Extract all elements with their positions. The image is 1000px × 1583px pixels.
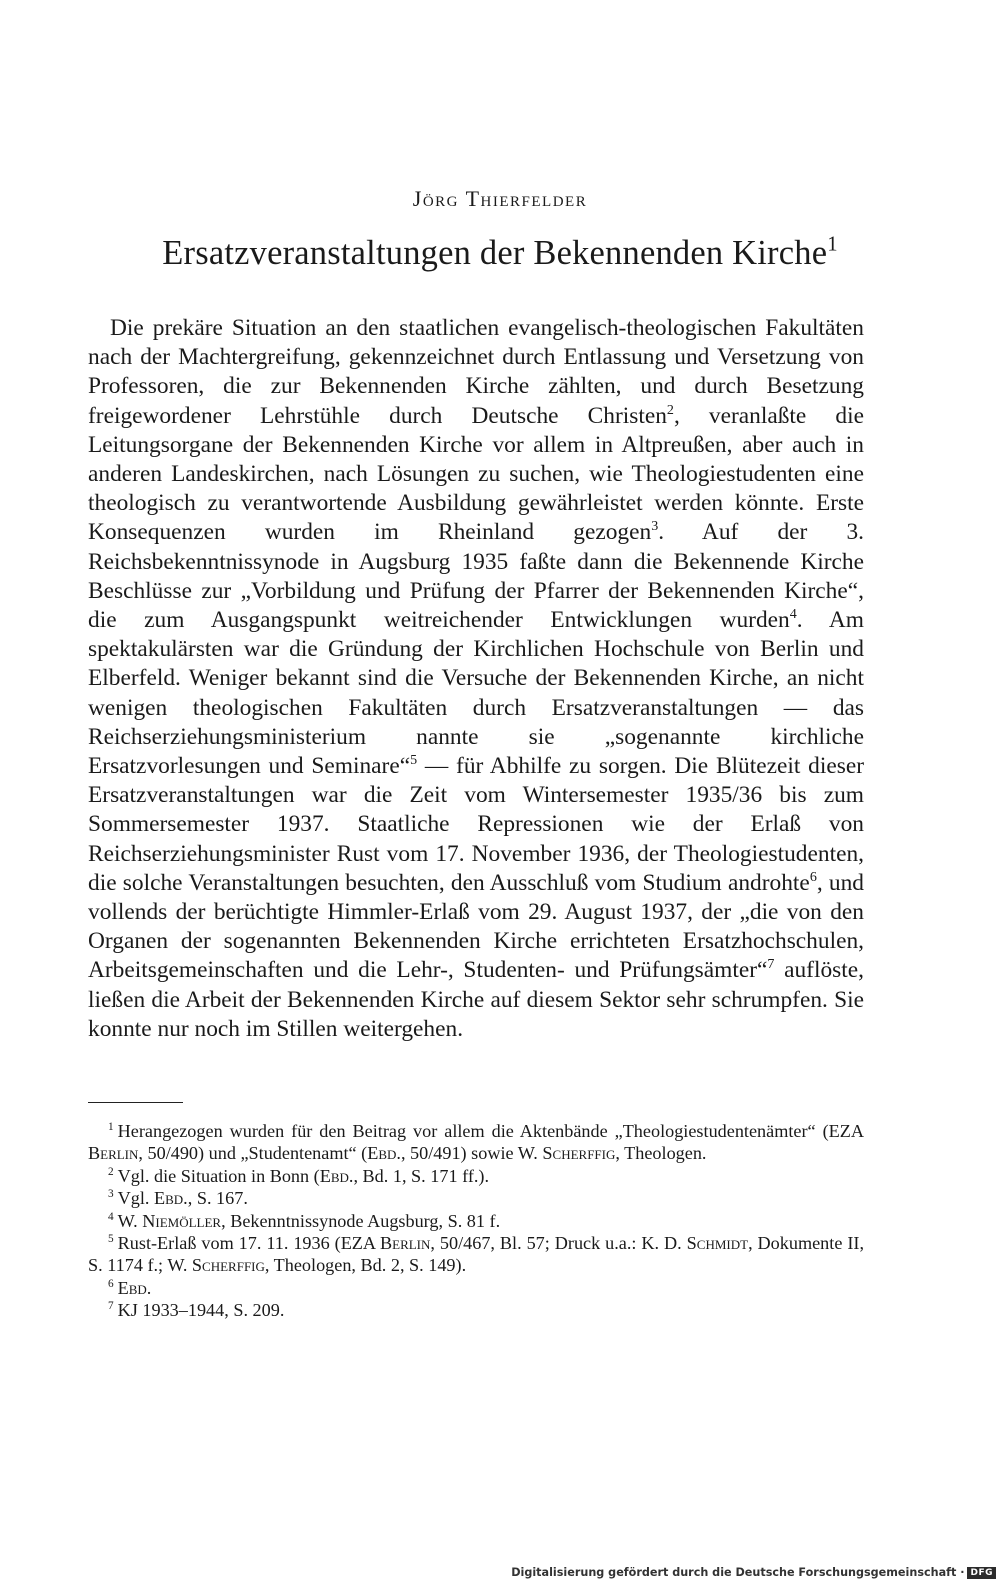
footnote-ref-5: 5 (410, 751, 418, 768)
main-text (88, 314, 864, 1044)
footnote-ref-2: 2 (666, 401, 674, 418)
footnote-smallcaps: Berlin (380, 1233, 431, 1254)
body-text: auflöste, ließen die Arbeit der Bekennenden Kirche auf diesem Sektor sehr schrumpfen. Sie konnte nur noch im Stillen weitergehen. (88, 957, 864, 1042)
footnote-text: , 50/467, Bl. 57; Druck u.a.: K. D. (430, 1233, 687, 1254)
footnote-number: 5 (108, 1233, 114, 1246)
footnote-smallcaps: Niemöller (142, 1210, 222, 1231)
body-text: Die prekäre Situation an den staatlichen evangelisch-theologischen Fakultäten nach der Machtergreifung, gekennzeichnet durch Entlassung und Versetzung von Professoren, die zur Bekennenden Kirche zählten, und durch Besetzung freigewordener Lehrstühle durch Deutsche Christen (88, 315, 864, 429)
footnote-text: Herangezogen wurden für den Beitrag vor allem die Aktenbände „Theologiestudentenämter“ (EZA (117, 1121, 864, 1141)
footnote-text: , S. 167. (187, 1188, 248, 1209)
footnote-smallcaps: Berlin (88, 1143, 139, 1164)
footnote-text: Rust-Erlaß vom 17. 11. 1936 (EZA (117, 1233, 380, 1254)
footnote-smallcaps: Ebd. (319, 1165, 354, 1186)
footnote-smallcaps: Scherffig (191, 1255, 265, 1276)
footnote-text: , 50/490) und „Studentenamt“ ( (138, 1143, 368, 1164)
article-title-text: Ersatzveranstaltungen der Bekennenden Kirche (162, 234, 828, 272)
footnote-text: , Bekenntnissynode Augsburg, S. 81 f. (221, 1210, 501, 1231)
footnote-text: Vgl. (117, 1188, 155, 1209)
footnote-divider (88, 1102, 183, 1103)
footnote-smallcaps: Schmidt (686, 1233, 749, 1254)
footnote-smallcaps: Ebd. (117, 1277, 152, 1298)
footnote-2 (88, 1165, 864, 1187)
footnote-number: 4 (108, 1210, 114, 1223)
footnote-text: , Dokumente II, S. 1174 f.; W. (88, 1233, 865, 1276)
footnote-text: W. (117, 1210, 143, 1231)
footnote-1 (88, 1120, 864, 1165)
footnote-ref-4: 4 (789, 605, 797, 622)
footnote-number: 2 (108, 1166, 114, 1179)
footnote-text: KJ 1933–1944, S. 209. (117, 1300, 285, 1321)
footnote-number: 6 (108, 1278, 114, 1291)
footnote-smallcaps: Scherffig (542, 1143, 616, 1164)
body-text: . Auf der 3. Reichsbekenntnissynode in Augsburg 1935 faßte dann die Bekennende Kirche Beschlüsse zur „Vorbildung und Prüfung der Pfarrer der Bekennenden Kirche“, die zum Ausgangspunkt weitreichender Entwicklungen wurden (88, 519, 865, 634)
footnotes (88, 1120, 864, 1322)
author-name: Jörg Thierfelder (412, 186, 588, 211)
body-text: — für Abhilfe zu sorgen. Die Blütezeit dieser Ersatzveranstaltungen war die Zeit vom Wintersemester 1935/36 bis zum Sommersemester 1937. Staatliche Repressionen wie der Erlaß von Reichserziehungsminister Rust vom 17. November 1936, der Theologiestudenten, die solche Veranstaltungen besuchten, den Ausschluß vom Studium androhte (88, 753, 865, 896)
footnote-text: , Bd. 1, S. 171 ff.). (353, 1165, 490, 1186)
body-text: , und vollends der berüchtigte Himmler-Erlaß vom 29. August 1937, der „die von den Organen der sogenannten Bekennenden Kirche errichteten Ersatzhochschulen, Arbeitsgemeinschaften und die Lehr-, Studenten- und Prüfungsämter“ (88, 869, 864, 984)
footnote-number: 3 (108, 1188, 114, 1201)
footnote-ref-3: 3 (651, 518, 659, 535)
article-title (0, 234, 1000, 273)
footnote-ref-7: 7 (767, 956, 775, 973)
body-text: . Am spektakulärsten war die Gründung der Kirchlichen Hochschule von Berlin und Elberfeld. Weniger bekannt sind die Versuche der Bekennenden Kirche, an nicht wenigen theologischen Fakultäten durch Ersatzveranstaltungen — das Reichserziehungsministerium nannte sie „sogenannte kirchliche Ersatzvorlesungen und Seminare“ (88, 607, 864, 780)
body-text: , veranlaßte die Leitungsorgane der Bekennenden Kirche vor allem in Altpreußen, aber auch in anderen Landeskirchen, nach Lösungen zu suchen, wie Theologiestudenten eine theologisch zu verantwortende Ausbildung gewährleistet werden könnte. Erste Konsequenzen wurden im Rheinland gezogen (88, 402, 864, 546)
footnote-smallcaps: Ebd. (154, 1188, 188, 1209)
body-paragraph (88, 314, 864, 1044)
footnote-text: Vgl. die Situation in Bonn ( (117, 1165, 320, 1186)
footnote-7 (88, 1299, 864, 1321)
footnote-ref-6: 6 (809, 868, 817, 885)
footnote-text: , 50/491) sowie W. (400, 1143, 543, 1164)
footnote-smallcaps: Ebd. (367, 1143, 401, 1164)
footnote-6 (88, 1277, 864, 1299)
digitization-text: Digitalisierung gefördert durch die Deutsche Forschungsgemeinschaft · (511, 1566, 965, 1579)
dfg-logo: DFG (967, 1567, 996, 1579)
footnote-number: 7 (108, 1300, 114, 1313)
digitization-notice (511, 1566, 996, 1579)
footnote-text: , Theologen, Bd. 2, S. 149). (264, 1255, 467, 1276)
footnote-number: 1 (108, 1121, 114, 1134)
footnote-ref-1: 1 (827, 233, 838, 256)
footnote-text: , Theologen. (615, 1143, 707, 1164)
footnote-3 (88, 1187, 864, 1209)
footnote-5 (88, 1232, 864, 1277)
footnote-4 (88, 1210, 864, 1232)
